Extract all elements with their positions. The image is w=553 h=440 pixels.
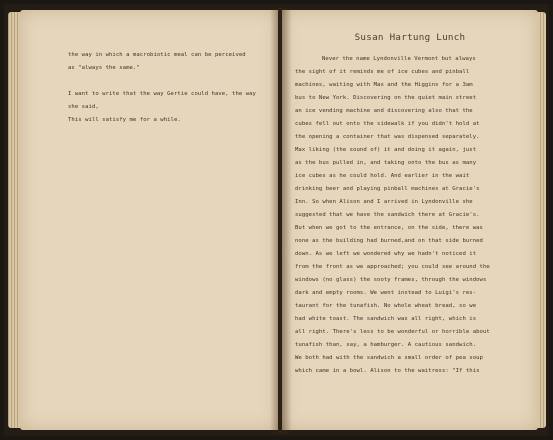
text-line: We both had with the sandwich a small order of pea soup bbox=[295, 355, 483, 361]
text-line: the sight of it reminds me of ice cubes and pinball bbox=[295, 69, 470, 75]
text-line: down. As we left we wondered why we hadn't noticed it bbox=[295, 251, 477, 257]
text-line: I want to write that the way Gertie could have, the way bbox=[68, 91, 256, 97]
text-line: none as the building had burned,and on that side burned bbox=[295, 238, 483, 244]
text-line: the opening a container that was dispensed separately. bbox=[295, 134, 480, 140]
page-title: Susan Hartung Lunch bbox=[354, 32, 466, 43]
text-line: from the front as we approached; you could see around the bbox=[295, 264, 490, 270]
left-page bbox=[20, 10, 278, 430]
text-line: tunafish than, say, a hamburger. A cautious sandwich. bbox=[295, 342, 477, 348]
text-line: as the bus pulled in, and taking onto the bus as many bbox=[295, 160, 477, 166]
text-line: she said, bbox=[68, 104, 99, 110]
text-line: drinking beer and playing pinball machines at Gracie's bbox=[295, 186, 480, 192]
left-page-edges bbox=[8, 12, 20, 428]
text-line: an ice vending machine and discovering also that the bbox=[295, 108, 473, 114]
text-line: all right. There's less to be wonderful or horrible about bbox=[295, 329, 490, 335]
text-line: Never the name Lyndonville Vermont but always bbox=[322, 56, 476, 62]
right-page-edges bbox=[538, 12, 546, 428]
text-line: the way in which a macrobiotic meal can be perceived bbox=[68, 52, 246, 58]
text-line: cubes fell out onto the sidewalk if you didn't hold at bbox=[295, 121, 480, 127]
text-line: had white toast. The sandwich was all right, which is bbox=[295, 316, 477, 322]
text-line: windows (no glass) the sooty frames, through the windows bbox=[295, 277, 487, 283]
text-line: taurant for the tunafish. No whole wheat bread, so we bbox=[295, 303, 477, 309]
text-line: Inn. So when Alison and I arrived in Lyndonville she bbox=[295, 199, 473, 205]
text-line: This will satisfy me for a while. bbox=[68, 117, 181, 123]
text-line: But when we got to the entrance, on the side, there was bbox=[295, 225, 483, 231]
text-line: bus to New York. Discovering on the quiet main street bbox=[295, 95, 477, 101]
text-line: as "always the same." bbox=[68, 65, 140, 71]
text-line: machines, waiting with Max and the Higgins for a 3am bbox=[295, 82, 473, 88]
right-page bbox=[282, 10, 538, 430]
text-line: suggested that we have the sandwich there at Gracie's. bbox=[295, 212, 480, 218]
text-line: dark and empty rooms. We went instead to Luigi's res- bbox=[295, 290, 477, 296]
text-line: Max liking (the sound of) it and doing it again, just bbox=[295, 147, 477, 153]
text-line: ice cubes as he could hold. And earlier in the wait bbox=[295, 173, 470, 179]
text-line: which came in a bowl. Alison to the waitress: "If this bbox=[295, 368, 480, 374]
